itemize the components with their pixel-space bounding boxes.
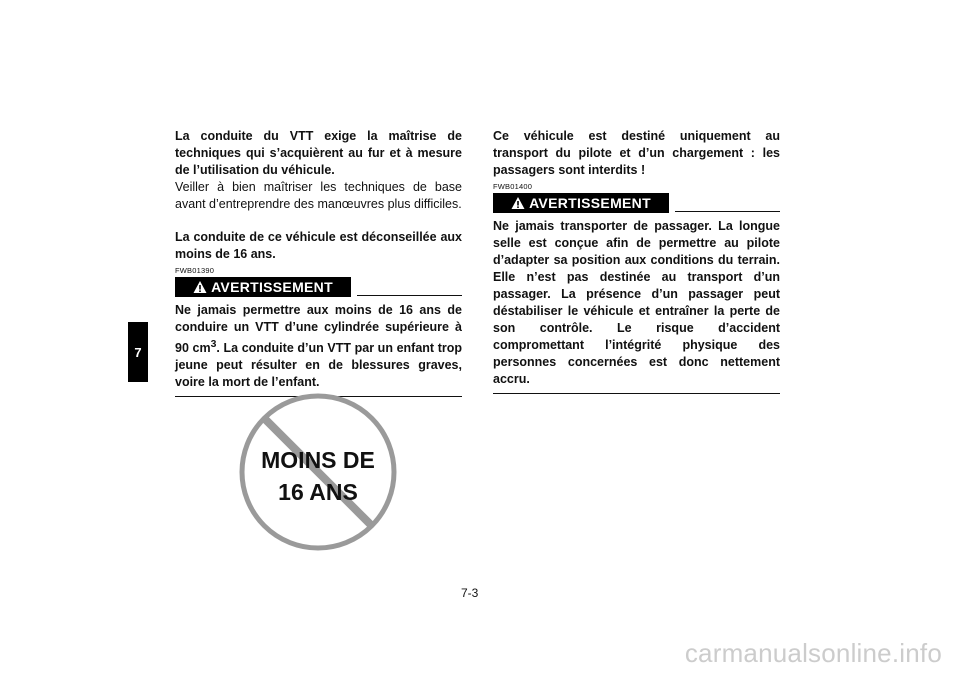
warning-label-box (175, 277, 351, 297)
warning-header (493, 191, 780, 213)
under-16-prohibition-icon (238, 392, 398, 552)
warning-text-age: Ne jamais permettre aux moins de 16 ans de conduire un VTT d’une cylindrée supérieure à 90 $cm^3$. La conduite d’un VTT par un enfant trop jeune peut résulter en de blessures graves, voire la mort de l’enfant. (175, 303, 462, 390)
warning-label-box (493, 193, 669, 213)
warning-text-passengers: Ne jamais transporter de passager. La longue selle est conçue afin de permettre au pilote d’adapter sa position aux conditions du terrain. Elle n’est pas destinée au transport d’un passager. La présence d’un passager peut déstabiliser le véhicule et entraîner la perte de son contrôle. Le risque d’accident compromettant l’intégrité physique des personnes concernées est donc nettement accru. (493, 219, 780, 386)
warning-label: AVERTISSEMENT (211, 278, 333, 295)
warning-triangle-icon (511, 196, 525, 210)
watermark: carmanualsonline.info (684, 638, 942, 668)
left-paragraph-basics: Veiller à bien maîtriser les techniques de base avant d’entreprendre des manœuvres plus difficiles. (175, 180, 462, 211)
warning-header-line (675, 211, 780, 212)
right-column (493, 128, 780, 394)
warning-header-line (357, 295, 462, 296)
right-heading-passengers: Ce véhicule est destiné uniquement au transport du pilote et d’un chargement : les passagers sont interdits ! (493, 129, 780, 177)
badge-line-1: MOINS DE (261, 447, 375, 473)
warning-triangle-icon (193, 280, 207, 294)
warning-header (175, 275, 462, 297)
left-heading-age: La conduite de ce véhicule est déconseillée aux moins de 16 ans. (175, 230, 462, 261)
warning-end-rule (493, 393, 780, 394)
badge-line-2: 16 ANS (278, 479, 358, 505)
page-number: 7-3 (461, 586, 479, 600)
left-column (175, 128, 462, 397)
chapter-tab (128, 322, 148, 382)
warning-code: FWB01400 (493, 182, 533, 191)
chapter-tab-number: 7 (134, 344, 142, 360)
warning-label: AVERTISSEMENT (529, 194, 651, 211)
left-heading-skills: La conduite du VTT exige la maîtrise de techniques qui s’acquièrent au fur et à mesure de l’utilisation du véhicule. (175, 129, 462, 177)
warning-code: FWB01390 (175, 266, 215, 275)
